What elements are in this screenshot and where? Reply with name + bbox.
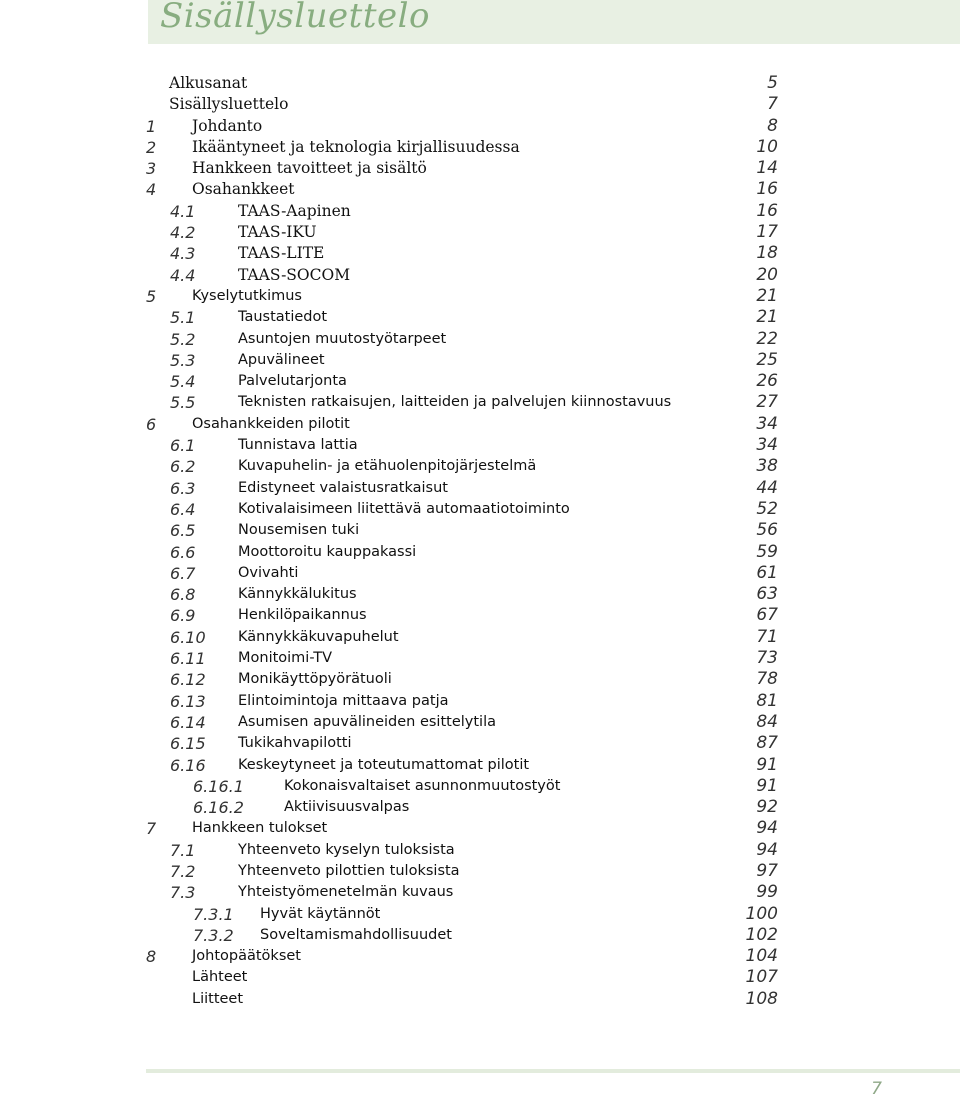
toc-entry-number: 1 [146,116,157,136]
toc-entry-page: 71 [756,626,778,647]
toc-entry-label: Monitoimi-TV [238,650,333,667]
toc-entry[interactable] [0,648,960,669]
toc-entry[interactable] [0,158,960,179]
toc-entry-page: 16 [756,179,778,200]
toc-entry-label: Lähteet [192,969,248,986]
toc-entry-number: 6 [146,414,157,434]
toc-entry-label: Osahankkeet [192,180,295,199]
toc-entry-number: 4.1 [170,201,196,221]
toc-entry-page: 84 [756,711,778,732]
toc-entry-number: 7.1 [170,840,196,860]
toc-entry[interactable] [0,456,960,477]
toc-entry[interactable] [0,137,960,158]
toc-entry-page: 26 [756,371,778,392]
toc-entry-number: 8 [146,947,157,967]
toc-entry-label: Aktiivisuusvalpas [284,799,410,816]
toc-entry-number: 3 [146,159,157,179]
toc-entry-number: 6.13 [170,691,206,711]
toc-entry-number: 5.4 [170,372,196,392]
toc-entry[interactable] [0,542,960,563]
toc-entry-number: 6.15 [170,734,206,754]
toc-entry[interactable] [0,307,960,328]
toc-entry-label: Asuntojen muutostyötarpeet [238,330,447,347]
toc-entry-number: 7.3.2 [193,925,234,945]
toc-entry-label: TAAS-Aapinen [238,201,351,220]
toc-entry-label: Kännykkäkuvapuhelut [238,628,399,645]
toc-entry-page: 17 [756,222,778,243]
toc-entry-number: 6.9 [170,606,196,626]
toc-entry-number: 6.16.2 [193,798,244,818]
toc-entry-label: Hankkeen tavoitteet ja sisältö [192,159,427,178]
toc-entry-page: 7 [767,94,778,115]
toc-entry[interactable] [0,201,960,222]
toc-entry-page: 21 [756,285,778,306]
toc-entry-page: 91 [756,775,778,796]
toc-entry[interactable] [0,435,960,456]
toc-entry-label: Osahankkeiden pilotit [192,415,350,432]
toc-entry-number: 6.16 [170,755,206,775]
toc-entry-page: 94 [756,839,778,860]
toc-entry-label: Taustatiedot [238,309,328,326]
toc-entry[interactable] [0,520,960,541]
toc-entry-label: Kotivalaisimeen liitettävä automaatiotoiminto [238,500,570,517]
toc-entry-number: 6.8 [170,585,196,605]
toc-entry-page: 21 [756,307,778,328]
toc-entry-number: 6.11 [170,649,206,669]
toc-entry[interactable] [0,627,960,648]
toc-entry-page: 22 [756,328,778,349]
toc-entry-label: Tukikahvapilotti [238,735,352,752]
toc-entry[interactable] [0,371,960,392]
toc-entry-label: Ikääntyneet ja teknologia kirjallisuudessa [192,137,520,156]
toc-entry-label: Henkilöpaikannus [238,607,367,624]
toc-entry-page: 27 [756,392,778,413]
toc-entry-label: Yhteistyömenetelmän kuvaus [238,884,454,901]
toc-entry-number: 7.3 [170,883,196,903]
toc-entry-label: Alkusanat [169,74,248,92]
toc-entry-page: 94 [756,818,778,839]
toc-entry-number: 4.2 [170,223,196,243]
toc-entry-number: 5.5 [170,393,196,413]
toc-entry-number: 6.6 [170,542,196,562]
toc-entry-page: 102 [745,924,778,945]
toc-entry-number: 6.10 [170,627,206,647]
toc-entry-label: Ovivahti [238,564,299,581]
footer-divider [146,1069,960,1073]
toc-entry-label: Apuvälineet [238,351,325,368]
toc-entry[interactable] [0,840,960,861]
toc-entry-label: Kyselytutkimus [192,287,302,304]
toc-entry-label: Kokonaisvaltaiset asunnonmuutostyöt [284,777,561,794]
toc-entry[interactable] [0,925,960,946]
toc-entry[interactable] [0,882,960,903]
toc-entry[interactable] [0,691,960,712]
toc-entry-page: 5 [767,73,778,93]
toc-entry-number: 6.12 [170,670,206,690]
toc-entry-label: TAAS-SOCOM [238,265,351,284]
toc-entry[interactable] [0,755,960,776]
toc-entry-number: 6.16.1 [193,776,244,796]
toc-entry-page: 81 [756,690,778,711]
toc-entry-number: 6.1 [170,436,196,456]
toc-entry-page: 61 [756,562,778,583]
toc-entry[interactable] [0,797,960,818]
toc-entry-label: Tunnistava lattia [238,437,358,454]
toc-entry-page: 107 [745,967,778,988]
toc-entry-page: 73 [756,648,778,669]
table-of-contents [0,73,960,1010]
toc-entry-page: 8 [767,115,778,136]
toc-entry[interactable] [0,669,960,690]
toc-entry-page: 91 [756,754,778,775]
toc-entry-label: TAAS-IKU [238,223,317,242]
toc-entry-number: 6.2 [170,457,196,477]
toc-entry-label: Johdanto [192,116,263,135]
toc-entry-number: 6.7 [170,563,196,583]
toc-entry-number: 5 [146,286,157,306]
toc-entry-number: 6.3 [170,478,196,498]
toc-entry-page: 38 [756,456,778,477]
toc-entry[interactable] [0,605,960,626]
toc-entry-label: Yhteenveto pilottien tuloksista [238,862,460,879]
toc-entry[interactable] [0,478,960,499]
toc-entry-number: 2 [146,137,157,157]
toc-entry[interactable] [0,350,960,371]
toc-entry[interactable] [0,392,960,413]
toc-entry-number: 7 [146,819,157,839]
toc-entry[interactable] [0,584,960,605]
toc-entry[interactable] [0,243,960,264]
toc-entry-label: Elintoimintoja mittaava patja [238,692,449,709]
toc-entry-label: Asumisen apuvälineiden esittelytila [238,713,496,730]
toc-entry-page: 59 [756,541,778,562]
toc-entry[interactable] [0,946,960,967]
toc-entry[interactable] [0,222,960,243]
toc-entry-label: Yhteenveto kyselyn tuloksista [238,841,455,858]
toc-entry[interactable] [0,329,960,350]
toc-entry[interactable] [0,776,960,797]
toc-entry-label: TAAS-LITE [238,244,325,263]
toc-entry-page: 14 [756,158,778,179]
toc-entry-label: Soveltamismahdollisuudet [260,926,452,943]
toc-entry-label: Johtopäätökset [192,948,301,965]
toc-entry[interactable] [0,116,960,137]
toc-entry-page: 99 [756,882,778,903]
toc-entry-page: 104 [745,946,778,967]
toc-entry-label: Moottoroitu kauppakassi [238,543,417,560]
toc-entry-label: Edistyneet valaistusratkaisut [238,479,448,496]
toc-entry[interactable] [0,733,960,754]
toc-entry[interactable] [0,818,960,839]
toc-entry[interactable] [0,286,960,307]
toc-entry[interactable] [0,265,960,286]
toc-entry[interactable] [0,904,960,925]
toc-entry-page: 100 [745,903,778,924]
toc-entry-number: 6.5 [170,521,196,541]
toc-entry[interactable] [0,989,960,1010]
toc-entry-number: 4.3 [170,244,196,264]
toc-entry-page: 34 [756,413,778,434]
toc-entry-number: 5.1 [170,308,196,328]
toc-entry-page: 16 [756,200,778,221]
toc-entry-page: 34 [756,435,778,456]
toc-entry-number: 5.3 [170,350,196,370]
toc-entry-page: 56 [756,520,778,541]
toc-entry[interactable] [0,563,960,584]
toc-entry-number: 4.4 [170,265,196,285]
toc-entry-number: 6.4 [170,499,196,519]
toc-entry[interactable] [0,499,960,520]
toc-entry-page: 20 [756,264,778,285]
toc-entry-page: 10 [756,136,778,157]
toc-entry-number: 5.2 [170,329,196,349]
toc-entry-label: Teknisten ratkaisujen, laitteiden ja palvelujen kiinnostavuus [238,394,672,411]
toc-entry-label: Sisällysluettelo [169,95,289,114]
page-title: Sisällysluettelo [160,0,430,36]
toc-entry-number: 7.3.1 [193,904,234,924]
toc-entry[interactable] [0,414,960,435]
toc-entry-label: Monikäyttöpyörätuoli [238,671,392,688]
toc-entry-page: 18 [756,243,778,264]
toc-entry-number: 4 [146,180,157,200]
toc-entry[interactable] [0,94,960,115]
toc-entry-label: Nousemisen tuki [238,522,360,539]
toc-entry-number: 7.2 [170,861,196,881]
toc-entry-page: 67 [756,605,778,626]
toc-entry-page: 97 [756,860,778,881]
toc-entry-label: Keskeytyneet ja toteutumattomat pilotit [238,756,530,773]
toc-entry-page: 44 [756,477,778,498]
toc-entry-page: 25 [756,349,778,370]
toc-entry-page: 92 [756,797,778,818]
toc-entry[interactable] [0,179,960,200]
toc-entry-page: 52 [756,498,778,519]
toc-entry[interactable] [0,712,960,733]
toc-entry-label: Hankkeen tulokset [192,820,328,837]
toc-entry-label: Liitteet [192,990,244,1007]
toc-entry-label: Hyvät käytännöt [260,905,381,922]
toc-entry-label: Palvelutarjonta [238,373,347,390]
toc-entry-page: 63 [756,584,778,605]
toc-entry-number: 6.14 [170,712,206,732]
toc-entry-page: 87 [756,733,778,754]
footer-page-number: 7 [871,1079,882,1099]
toc-entry-page: 78 [756,669,778,690]
toc-entry[interactable] [0,967,960,988]
toc-entry[interactable] [0,73,960,94]
toc-entry-label: Kännykkälukitus [238,586,357,603]
toc-entry-page: 108 [745,988,778,1009]
toc-entry[interactable] [0,861,960,882]
toc-entry-label: Kuvapuhelin- ja etähuolenpitojärjestelmä [238,458,537,475]
